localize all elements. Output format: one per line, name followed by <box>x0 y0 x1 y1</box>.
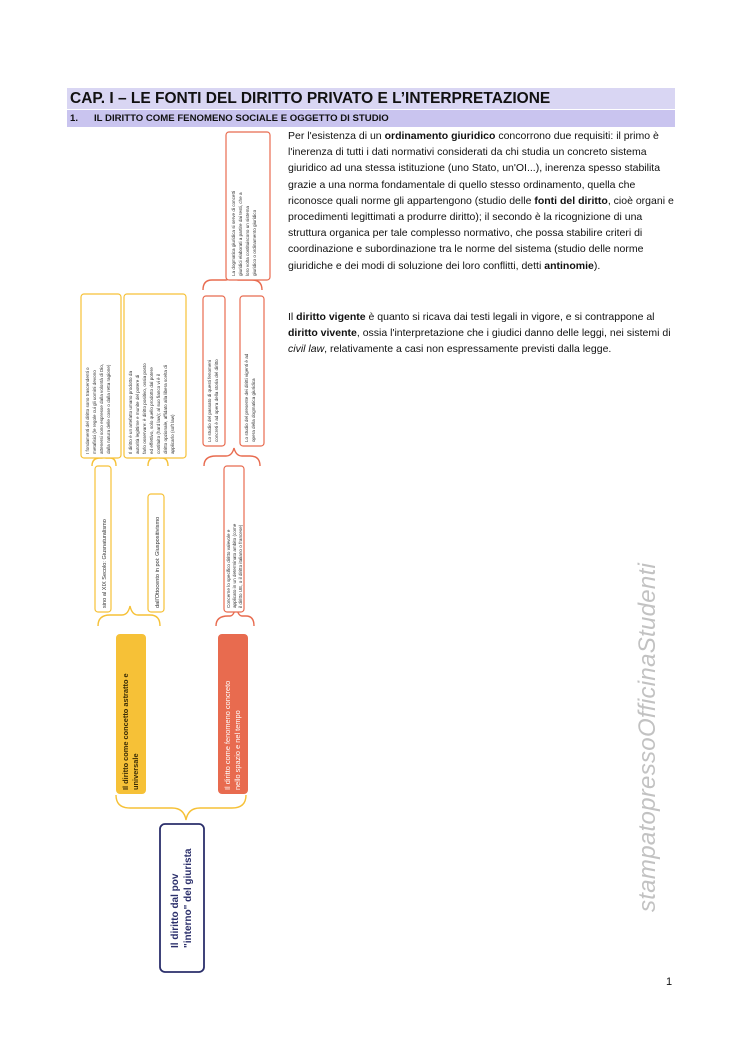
root-line: "interno" del giurista <box>183 848 194 948</box>
right-detail1-line: concreti è ad opera della storia del diritto <box>214 359 219 442</box>
bold-term: fonti del diritto <box>534 194 608 207</box>
page-number: 1 <box>666 976 673 988</box>
bold-term: diritto vigente <box>296 311 366 323</box>
text-run: , cioè organi e procedimenti legittimati a produrre diritto); il secondo è la ricognizione di una struttura organica per tale complesso normativo, che possa stabilire criteri di coordinazione e subordinazione tra le norme del sistema (studio delle norme giuridiche e dei modi di soluzione dei loro conflitti, detti <box>288 194 674 272</box>
left-detail2-line: costituito (hard law); al suo fianco vi è il <box>156 374 161 454</box>
right-sub-line: Concerne lo specifico diritto valevole e <box>226 529 231 608</box>
left-main-line: Il diritto come concetto astratto e <box>121 673 130 790</box>
text-run: Per l'esistenza di un <box>288 130 385 142</box>
left-detail2-line: Il diritto è un artefatto umano prodotto da <box>128 371 133 454</box>
italic-term: civil law <box>288 343 325 356</box>
left-sub2-line: dall'Ottocento in poi: Giuspositivismo <box>155 516 161 608</box>
right-sub-line: applicato in un determinato ambito (come <box>232 523 237 608</box>
right-detail2-line: opera della dogmatica giuridica <box>251 378 256 442</box>
right-sub-line: il diritto UE, o il diritto italiano o francese) <box>238 524 243 608</box>
section-number: 1. <box>70 113 79 124</box>
watermark: stampatopressoOfficinaStudenti <box>634 562 661 912</box>
text-run: ). <box>593 259 601 272</box>
right-main-line: nello spazio e nel tempo <box>233 710 242 790</box>
left-detail2-line: ed effettivo, solo quello prodotto dal potere <box>149 367 154 454</box>
bold-term: diritto vivente <box>288 327 357 340</box>
right-top-line: giuridici elaborati a partire dai testi, che a <box>238 192 243 276</box>
text-run: , relativamente a casi non espressamente previsti dalla legge. <box>324 343 612 356</box>
text-run: Il <box>288 311 297 323</box>
left-detail2-line: autorità legittime e munite del potere di <box>135 374 140 454</box>
right-main-line: Il diritto come fenomeno concreto <box>223 680 232 790</box>
left-detail1-line: metafisici (le regole cui gli uomini devono <box>92 370 97 454</box>
root-node <box>160 824 204 972</box>
text-run: è quanto si ricava dai testi legali in vigore, e si contrappone al <box>365 311 655 323</box>
right-top-line: loro volta costituiscono un sistema <box>245 206 250 276</box>
left-detail1-line: attenersi sono espresse dalla volontà di Dio, <box>99 363 104 454</box>
left-detail2-node <box>124 294 186 458</box>
brace-root <box>116 795 246 820</box>
right-top-line: giuridico o ordinamento giuridico <box>252 209 257 276</box>
chapter-title: CAP. I – LE FONTI DEL DIRITTO PRIVATO E L’INTERPRETAZIONE <box>67 88 675 109</box>
text-run: , ossia l'interpretazione che i giudici danno delle leggi, nei sistemi di <box>356 327 671 340</box>
left-detail2-line: farlo osservare: è diritto positivo, ossia posto <box>142 363 147 454</box>
left-detail1-line: I fondamenti del diritto sono trascendenti o <box>85 367 90 454</box>
root-line: Il diritto dal pov <box>170 873 181 948</box>
left-detail2-line: applicarlo (soft law) <box>170 414 175 454</box>
left-sub1-line: sino al XIX Secolo: Giusnaturalismo <box>102 519 108 608</box>
section-title: IL DIRITTO COME FENOMENO SOCIALE E OGGETTO DI STUDIO <box>94 113 389 124</box>
right-top-line: La dogmatica giuridica si serve di concetti <box>231 190 236 276</box>
text-run: concorrono due requisiti: il primo è l'inerenza di tutti i dati normativi considerati da chi studia un concreto sistema giuridico ad una stessa istituzione (uno Stato, un'OI...), inerenza spesso stabilita grazie a una norma fondamentale di quello stesso ordinamento, quella che riconosce quali norme gli appartengono (studio delle <box>288 130 661 207</box>
bold-term: ordinamento giuridico <box>384 130 496 142</box>
right-detail1-line: Lo studio del passato di questi fenomeni <box>207 360 212 442</box>
right-detail2-line: Lo studio del presente dei diritti vigenti è ad <box>244 353 249 442</box>
bold-term: antinomie <box>544 259 594 272</box>
brace-right-sub <box>204 448 260 466</box>
left-main-line: universale <box>131 753 140 790</box>
left-detail2-line: diritto opzionale, affidato alla libera scelta di <box>163 365 168 454</box>
left-detail1-line: dalla natura delle cose o dalla retta ragione) <box>106 364 111 454</box>
